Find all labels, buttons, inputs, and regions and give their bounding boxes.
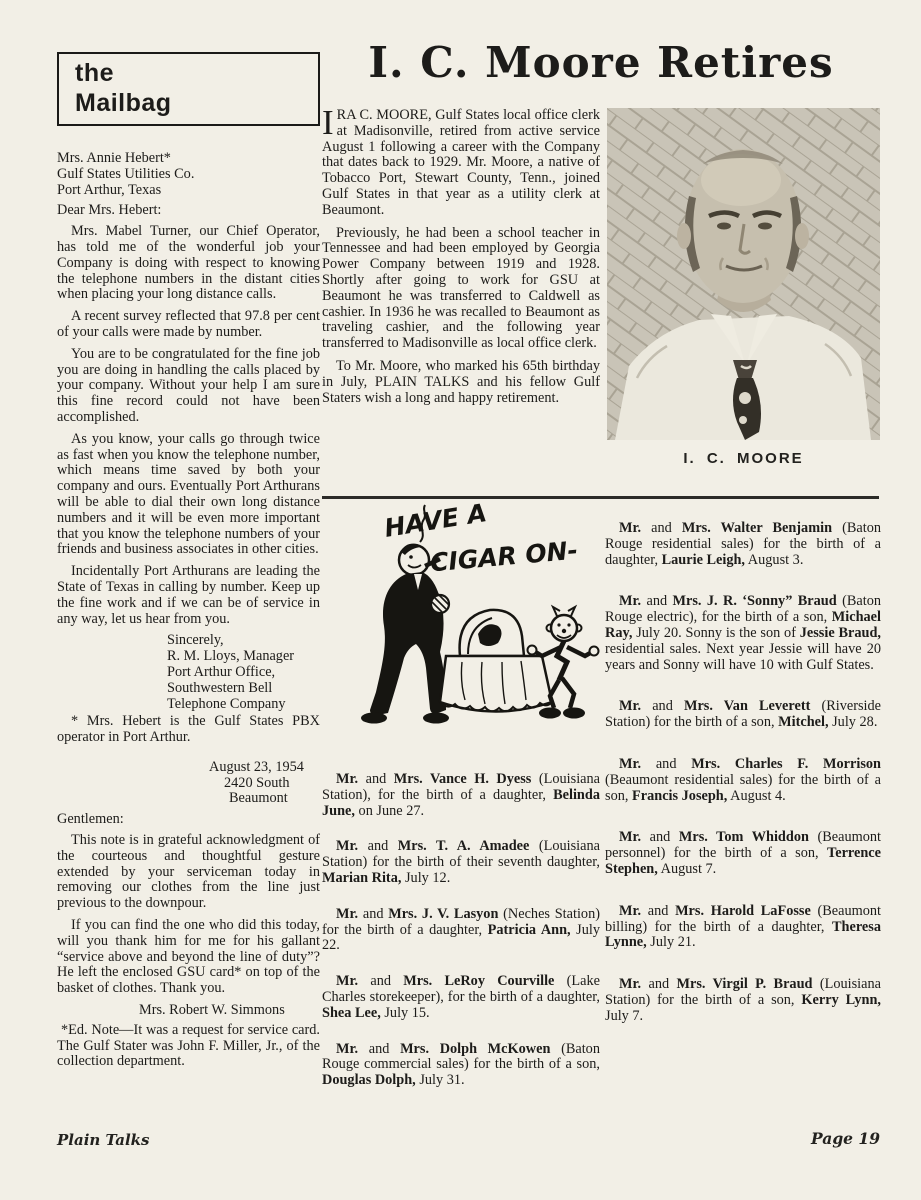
- birth-announcement: Mr. and Mrs. Tom Whiddon (Beaumont personnel) for the birth of a son, Terrence Stephen, August 7.: [605, 829, 881, 877]
- portrait-photo: [607, 108, 880, 440]
- birth-announcement: Mr. and Mrs. LeRoy Courville (Lake Charles storekeeper), for the birth of a daughter, Shea Lee, July 15.: [322, 973, 600, 1021]
- letter-paragraph: You are to be congratulated for the fine job you are doing in handling the calls placed by your company. Without your help I am sure this fine record could not have been accomplished.: [57, 345, 320, 425]
- photo-caption: I. C. MOORE: [683, 450, 804, 467]
- article-paragraph: To Mr. Moore, who marked his 65th birthday in July, PLAIN TALKS and his fellow Gulf Staters wish a long and happy retirement.: [322, 357, 600, 406]
- births-middle-column: [322, 772, 600, 1109]
- letter-paragraph: If you can find the one who did this today, will you thank him for me for his gallant “service above and beyond the line of duty”? He left the enclosed GSU card* on top of the basket of clothes. Thank you.: [57, 917, 320, 997]
- birth-announcement: Mr. and Mrs. Harold LaFosse (Beaumont billing) for the birth of a daughter, Theresa Lynne, July 21.: [605, 902, 881, 951]
- letter-signature: Mrs. Robert W. Simmons: [139, 1002, 285, 1019]
- birth-announcement: Mr. and Mrs. T. A. Amadee (Louisiana Station) for the birth of their seventh daughter, Marian Rita, July 12.: [322, 838, 600, 886]
- birth-announcement: Mr. and Mrs. Van Leverett (Riverside Station) for the birth of a son, Mitchel, July 28.: [605, 698, 882, 731]
- page-number: Page 19: [811, 1129, 880, 1148]
- cartoon-lettering-line2: CIGAR ON-: [429, 535, 580, 578]
- address-line: Port Arthur, Texas: [57, 181, 162, 198]
- publication-name: Plain Talks: [57, 1131, 150, 1149]
- article-paragraph: Previously, he had been a school teacher in Tennessee and had been employed by Georgia Power Company between 1919 and 1928. Shortly after going to work for GSU at Beaumont he was transferred to Caldwell as cashier. In 1936 he was recalled to Beaumont as traveling cashier, and the following year transferred to Madisonville as local office clerk.: [322, 224, 600, 352]
- article-paragraph: IRA C. MOORE, Gulf States local office clerk at Madisonville, retired from active service August 1 following a career with the Company that dates back to 1929. Mr. Moore, a native of Tobacco Port, Stewart County, Tenn., joined Gulf States in that year as a utility clerk at Beaumont.: [322, 103, 600, 218]
- editor-note: *Ed. Note—It was a request for service card. The Gulf Stater was John F. Miller, Jr., of the collection department.: [57, 1021, 320, 1070]
- closing-line: Southwestern Bell: [167, 679, 273, 696]
- section-divider-rule: [322, 496, 879, 499]
- letter-paragraph: Incidentally Port Arthurans are leading the State of Texas in calling by number. Keep up the fine work and if we can be of service in any way, let us hear from you.: [57, 563, 320, 627]
- birth-announcement: Mr. and Mrs. Charles F. Morrison (Beaumont residential sales) for the birth of a son, Francis Joseph, August 4.: [605, 755, 881, 804]
- address-line: Gulf States Utilities Co.: [57, 165, 195, 182]
- mailbag-title-line1: the: [75, 59, 114, 87]
- letter-paragraph: This note is in grateful acknowledgment of the courteous and thoughtful gesture extended by your serviceman today in removing our clothes from the line just previous to the downpour.: [57, 832, 320, 912]
- births-right-column: [605, 521, 881, 1051]
- closing-line: Telephone Company: [167, 695, 286, 712]
- letter-closing: [167, 633, 320, 712]
- article-column: [322, 103, 600, 413]
- address-line: Mrs. Annie Hebert*: [57, 150, 171, 166]
- closing-line: R. M. Lloys, Manager: [167, 648, 295, 665]
- closing-line: Sincerely,: [167, 632, 224, 649]
- letter-salutation: Gentlemen:: [57, 811, 124, 828]
- mailbag-title-line2: Mailbag: [75, 89, 172, 117]
- article-headline: I. C. Moore Retires: [368, 38, 834, 87]
- cigar-cartoon-illustration: [328, 498, 600, 766]
- dateline-line: 2420 South: [224, 774, 290, 791]
- birth-announcement: Mr. and Mrs. J. V. Lasyon (Neches Station) for the birth of a daughter, Patricia Ann, July 22.: [322, 905, 600, 954]
- cartoon-lettering-line1: HAVE A: [382, 498, 489, 543]
- birth-announcement: Mr. and Mrs. Vance H. Dyess (Louisiana Station), for the birth of a daughter, Belinda June, on June 27.: [322, 771, 601, 819]
- letter-paragraph: Mrs. Mabel Turner, our Chief Operator, has told me of the wonderful job your Company is doing with respect to knowing the telephone numbers in the distant cities when placing your long distance calls.: [57, 223, 320, 303]
- closing-line: Port Arthur Office,: [167, 663, 276, 680]
- birth-announcement: Mr. and Mrs. J. R. ‘Sonny” Braud (Baton Rouge electric), for the birth of a son, Michael Ray, July 20. Sonny is the son of Jessie Braud, residential sales. Next year Jessie will have 20 years and Sonny will have 10 with Gulf States.: [605, 593, 881, 673]
- drop-cap: I: [322, 103, 334, 142]
- letter-salutation: Dear Mrs. Hebert:: [57, 202, 162, 219]
- birth-announcement: Mr. and Mrs. Virgil P. Braud (Louisiana Station) for the birth of a son, Kerry Lynn, July 7.: [605, 976, 881, 1024]
- letter-paragraph: A recent survey reflected that 97.8 per cent of your calls were made by number.: [57, 308, 320, 340]
- dateline-line: August 23, 1954: [209, 758, 304, 775]
- mailbag-column: [57, 52, 320, 1070]
- mailbag-title-box: [57, 52, 320, 126]
- birth-announcement: Mr. and Mrs. Dolph McKowen (Baton Rouge commercial sales) for the birth of a son, Douglas Dolph, July 31.: [322, 1040, 600, 1089]
- birth-announcement: Mr. and Mrs. Walter Benjamin (Baton Rouge residential sales) for the birth of a daughter, Laurie Leigh, August 3.: [605, 520, 881, 568]
- dateline-line: Beaumont: [229, 790, 288, 807]
- letter-footnote: * Mrs. Hebert is the Gulf States PBX operator in Port Arthur.: [57, 713, 320, 746]
- letter-dateline: [57, 760, 320, 807]
- letter-paragraph: As you know, your calls go through twice as fast when you know the telephone number, which means time saved by both your company and ours. Eventually Port Arthurans will be able to dial their own long distance numbers and it will be even more important that you know the telephone numbers of your friends and business associates in other cities.: [57, 430, 320, 558]
